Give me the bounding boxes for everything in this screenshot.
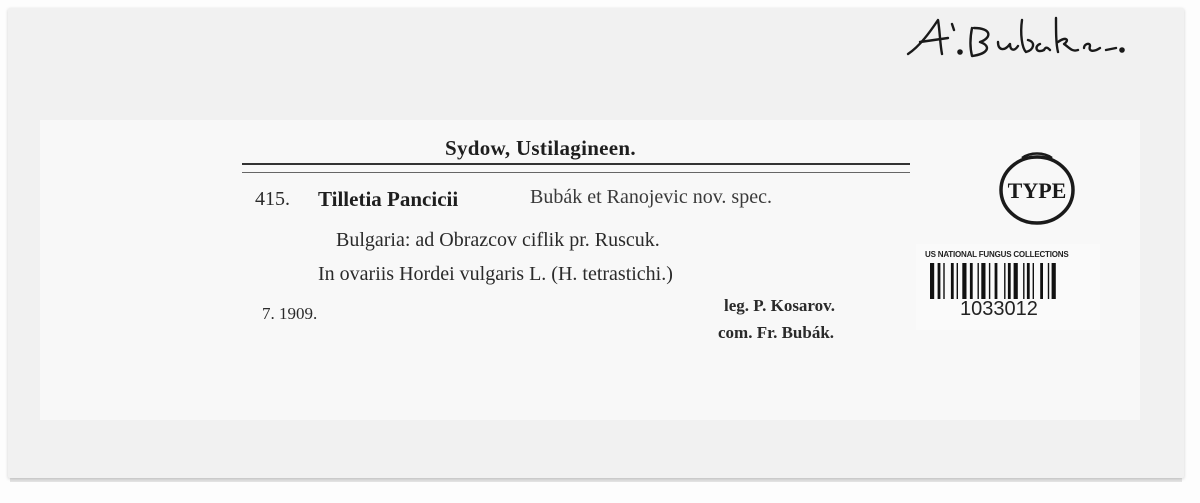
- type-stamp-text: TYPE: [1007, 178, 1067, 203]
- barcode-header: US NATIONAL FUNGUS COLLECTIONS: [925, 250, 1069, 259]
- collector-text: leg. P. Kosarov.: [724, 296, 835, 315]
- locality-text: Bulgaria: ad Obrazcov ciflik pr. Ruscuk.: [336, 229, 660, 251]
- type-stamp: [992, 148, 1082, 232]
- series-title: Sydow, Ustilagineen.: [445, 136, 636, 160]
- taxon-authority: Bubák et Ranojevic nov. spec.: [530, 186, 772, 208]
- subtitle-rule: [242, 172, 910, 173]
- taxon-name: Tilletia Pancicii: [318, 187, 459, 211]
- communicator-text: com. Fr. Bubák.: [718, 323, 835, 342]
- title-rule: [242, 163, 910, 165]
- handwritten-signature: [900, 2, 1160, 72]
- host-text: In ovariis Hordei vulgaris L. (H. tetrastichi.): [318, 263, 673, 285]
- entry-number: 415.: [255, 188, 290, 210]
- barcode-icon: [930, 263, 1090, 299]
- collection-date: 7. 1909.: [262, 304, 318, 323]
- barcode-number: 1033012: [960, 298, 1038, 320]
